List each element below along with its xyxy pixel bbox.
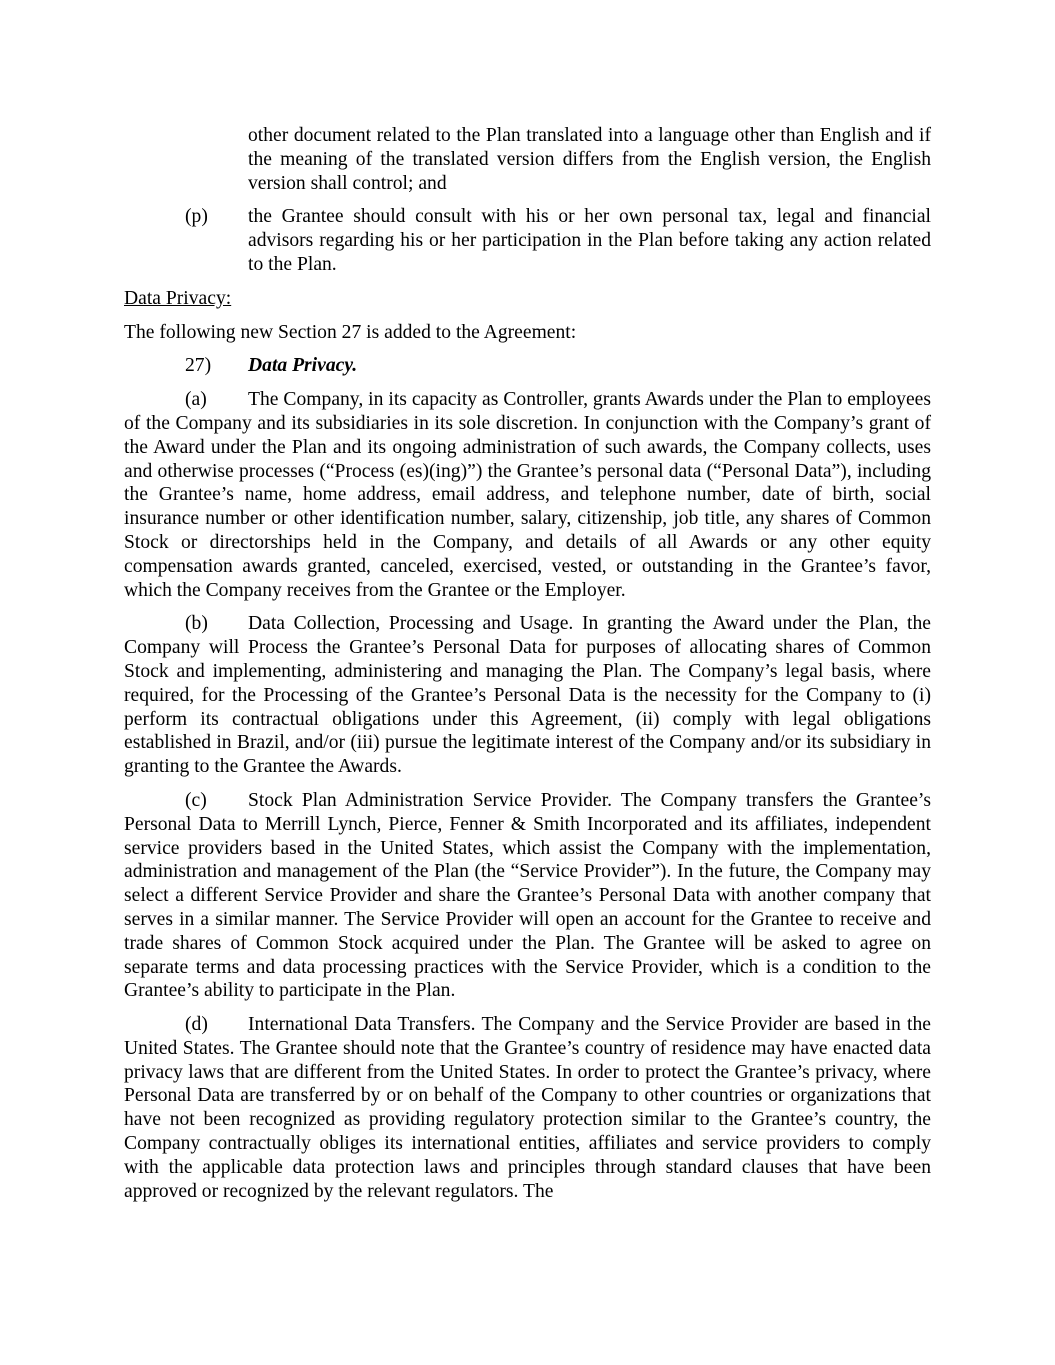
paragraph-label: (d) [185,1014,208,1036]
list-marker: (p) [185,206,208,228]
paragraph-c [124,789,931,1003]
list-item-p [124,205,931,276]
intro-sentence: The following new Section 27 is added to the Agreement: [124,321,577,343]
paragraph-label: (a) [185,389,207,411]
list-item-text: the Grantee should consult with his or her own personal tax, legal and financial advisors regarding his or her participation in the Plan before taking any action related to the Plan. [248,206,931,275]
paragraph-text: The Company, in its capacity as Controller, grants Awards under the Plan to employees of the Company and its subsidiaries in its sole discretion. In conjunction with the Company’s grant of the Award under the Plan and its ongoing administration of such awards, the Company collects, uses and otherwise processes (“Process (es)(ing)”) the Grantee’s personal data (“Personal Data”), including the Grantee’s name, home address, email address, and telephone number, date of birth, social insurance number or other identification number, salary, citizenship, job title, any shares of Common Stock or directorships held in the Company, and details of all Awards or any other equity compensation awards granted, canceled, exercised, vested, or outstanding in the Grantee’s favor, which the Company receives from the Grantee or the Employer. [124,389,931,601]
section-title-text: Data Privacy. [248,355,358,377]
section-heading: Data Privacy: [124,287,232,309]
paragraph-b [124,612,931,779]
paragraph-label: (c) [185,789,207,811]
paragraph-label: (b) [185,613,208,635]
paragraph-a [124,388,931,602]
section-number: 27) [185,355,212,377]
paragraph-d [124,1013,931,1203]
paragraph-text: Stock Plan Administration Service Provider. The Company transfers the Grantee’s Personal Data to Merrill Lynch, Pierce, Fenner & Smith Incorporated and its affiliates, independent service providers based in the United States, which assist the Company with the implementation, administration and management of the Plan (the “Service Provider”). In the future, the Company may select a different Service Provider and share the Grantee’s Personal Data with another company that serves in a similar manner. The Service Provider will open an account for the Grantee to receive and trade shares of Common Stock acquired under the Plan. The Grantee will be asked to agree on separate terms and data processing practices with the Service Provider, which is a condition to the Grantee’s ability to participate in the Plan. [124,789,931,1002]
section-title [185,354,931,378]
paragraph-text: International Data Transfers. The Company and the Service Provider are based in the United States. The Grantee should note that the Grantee’s country of residence may have enacted data privacy laws that are different from the United States. In order to protect the Grantee’s privacy, where Personal Data are transferred by or on behalf of the Company to other countries or organizations that have not been recognized as providing regulatory protection similar to the Grantee’s country, the Company contractually obliges its international entities, affiliates and service providers to comply with the applicable data protection laws and principles through standard clauses that have been approved or recognized by the relevant regulators. The [124,1014,931,1202]
paragraph-text: Data Collection, Processing and Usage. In granting the Award under the Plan, the Company will Process the Grantee’s Personal Data for purposes of allocating shares of Common Stock and implementing, administering and managing the Plan. The Company’s legal basis, where required, for the Processing of the Grantee’s Personal Data is the necessity for the Company to (i) perform its contractual obligations under this Agreement, (ii) comply with legal obligations established in Brazil, and/or (iii) pursue the legitimate interest of the Company and/or its subsidiary in granting to the Grantee the Awards. [124,613,931,778]
continuation-paragraph: other document related to the Plan translated into a language other than English and if the meaning of the translated version differs from the English version, the English version shall control; and [248,125,931,194]
document-page [124,124,931,1213]
